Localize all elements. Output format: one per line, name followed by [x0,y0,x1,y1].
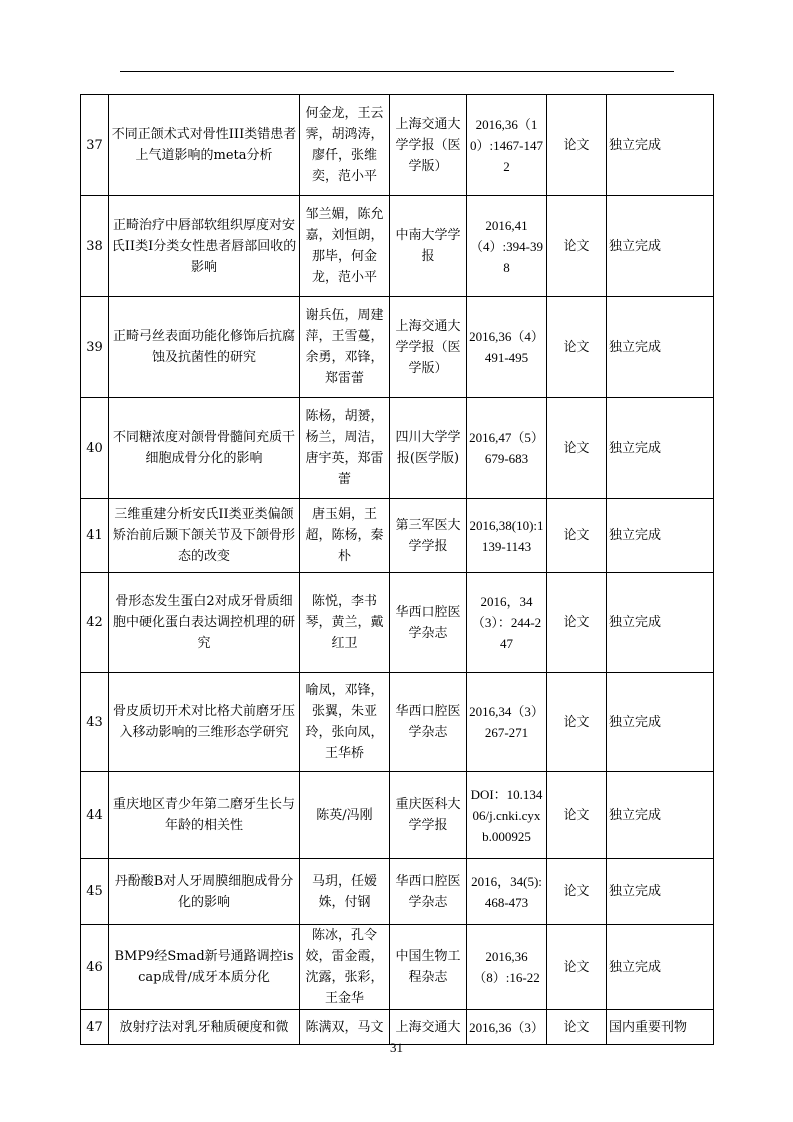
row-number-cell: 40 [81,398,109,499]
table-row [81,772,714,859]
citation-cell: 2016,36（3） [467,1010,547,1045]
work-type-cell: 论文 [547,925,607,1010]
row-number-cell: 45 [81,859,109,925]
work-type-cell: 论文 [547,297,607,398]
authors-cell: 陈悦，李书琴，黄兰，戴红卫 [300,573,390,673]
header-rule [120,71,674,72]
authors-cell: 陈满双，马文 [300,1010,390,1045]
row-number-cell: 38 [81,196,109,297]
contribution-cell: 国内重要刊物 [607,1010,714,1045]
table-row [81,297,714,398]
publication-table-body [81,95,714,1045]
journal-cell: 中南大学学报 [390,196,467,297]
paper-title-cell: 正畸弓丝表面功能化修饰后抗腐蚀及抗菌性的研究 [109,297,300,398]
paper-title-cell: 正畸治疗中唇部软组织厚度对安氏II类I分类女性患者唇部回收的影响 [109,196,300,297]
authors-cell: 陈英/冯刚 [300,772,390,859]
paper-title-cell: 三维重建分析安氏II类亚类偏颌矫治前后颞下颌关节及下颌骨形态的改变 [109,499,300,573]
contribution-cell: 独立完成 [607,398,714,499]
contribution-cell: 独立完成 [607,499,714,573]
row-number-cell: 37 [81,95,109,196]
row-number-cell: 42 [81,573,109,673]
table-row [81,925,714,1010]
table-row [81,499,714,573]
journal-cell: 重庆医科大学学报 [390,772,467,859]
table-row [81,573,714,673]
journal-cell: 上海交通大学学报（医学版） [390,297,467,398]
citation-cell: 2016,36（10）:1467-1472 [467,95,547,196]
authors-cell: 何金龙，王云霁，胡鸿涛，廖仟，张维奕，范小平 [300,95,390,196]
work-type-cell: 论文 [547,499,607,573]
citation-cell: 2016,47（5）679-683 [467,398,547,499]
authors-cell: 马玥，任嫒姝，付钢 [300,859,390,925]
authors-cell: 陈冰，孔令姣，雷金霞，沈露，张彩，王金华 [300,925,390,1010]
authors-cell: 唐玉娟，王超，陈杨，秦朴 [300,499,390,573]
journal-cell: 上海交通大学学报（医学版） [390,95,467,196]
table-row [81,196,714,297]
citation-cell: DOI：10.13406/j.cnki.cyxb.000925 [467,772,547,859]
paper-title-cell: 不同糖浓度对颌骨骨髓间充质干细胞成骨分化的影响 [109,398,300,499]
journal-cell: 上海交通大 [390,1010,467,1045]
paper-title-cell: BMP9经Smad新号通路调控iscap成骨/成牙本质分化 [109,925,300,1010]
contribution-cell: 独立完成 [607,297,714,398]
citation-cell: 2016,41（4）:394-398 [467,196,547,297]
table-row [81,859,714,925]
contribution-cell: 独立完成 [607,573,714,673]
contribution-cell: 独立完成 [607,673,714,772]
work-type-cell: 论文 [547,1010,607,1045]
table-row [81,673,714,772]
journal-cell: 四川大学学报(医学版) [390,398,467,499]
authors-cell: 邹兰媚，陈允嘉，刘恒朗，那毕，何金龙，范小平 [300,196,390,297]
row-number-cell: 43 [81,673,109,772]
journal-cell: 华西口腔医学杂志 [390,573,467,673]
citation-cell: 2016,36（8）:16-22 [467,925,547,1010]
work-type-cell: 论文 [547,196,607,297]
citation-cell: 2016,34（3）267-271 [467,673,547,772]
work-type-cell: 论文 [547,95,607,196]
authors-cell: 喻凤，邓锋，张翼，朱亚玲，张向凤，王华桥 [300,673,390,772]
contribution-cell: 独立完成 [607,925,714,1010]
row-number-cell: 44 [81,772,109,859]
table-row [81,398,714,499]
work-type-cell: 论文 [547,398,607,499]
journal-cell: 中国生物工程杂志 [390,925,467,1010]
paper-title-cell: 骨皮质切开术对比格犬前磨牙压入移动影响的三维形态学研究 [109,673,300,772]
citation-cell: 2016,38(10):1139-1143 [467,499,547,573]
work-type-cell: 论文 [547,859,607,925]
paper-title-cell: 放射疗法对乳牙釉质硬度和微 [109,1010,300,1045]
work-type-cell: 论文 [547,573,607,673]
citation-cell: 2016,36（4）491-495 [467,297,547,398]
contribution-cell: 独立完成 [607,859,714,925]
row-number-cell: 41 [81,499,109,573]
row-number-cell: 47 [81,1010,109,1045]
authors-cell: 谢兵伍，周建萍，王雪蔓，余勇，邓锋，郑雷蕾 [300,297,390,398]
paper-title-cell: 骨形态发生蛋白2对成牙骨质细胞中硬化蛋白表达调控机理的研究 [109,573,300,673]
paper-title-cell: 重庆地区青少年第二磨牙生长与年龄的相关性 [109,772,300,859]
authors-cell: 陈杨，胡赟，杨兰，周洁，唐宇英，郑雷蕾 [300,398,390,499]
paper-title-cell: 不同正颌术式对骨性III类错患者上气道影响的meta分析 [109,95,300,196]
publication-table [80,94,714,1045]
work-type-cell: 论文 [547,772,607,859]
citation-cell: 2016，34（3）：244-247 [467,573,547,673]
citation-cell: 2016，34(5):468-473 [467,859,547,925]
row-number-cell: 39 [81,297,109,398]
journal-cell: 华西口腔医学杂志 [390,673,467,772]
contribution-cell: 独立完成 [607,196,714,297]
page-number: 31 [390,1040,403,1055]
table-row [81,95,714,196]
contribution-cell: 独立完成 [607,95,714,196]
paper-title-cell: 丹酚酸B对人牙周膜细胞成骨分化的影响 [109,859,300,925]
journal-cell: 华西口腔医学杂志 [390,859,467,925]
contribution-cell: 独立完成 [607,772,714,859]
row-number-cell: 46 [81,925,109,1010]
work-type-cell: 论文 [547,673,607,772]
journal-cell: 第三军医大学学报 [390,499,467,573]
